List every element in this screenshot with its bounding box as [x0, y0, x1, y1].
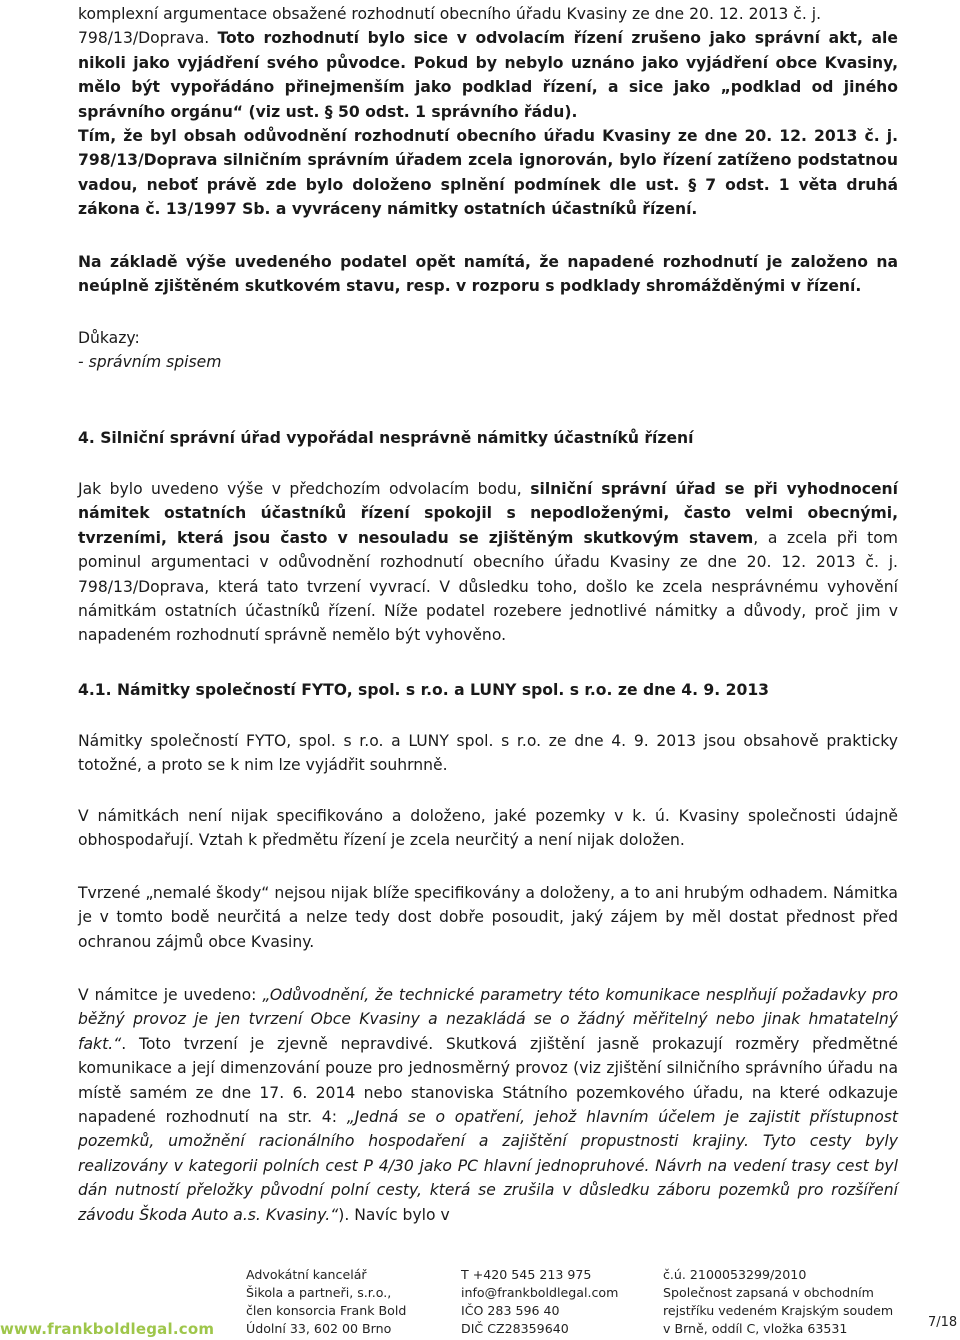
evidence-item: - správním spisem [78, 353, 222, 372]
footer-registry-line: Společnost zapsaná v obchodním [663, 1285, 874, 1300]
section-4-title: 4. Silniční správní úřad vypořádal nesprávně námitky účastníků řízení [78, 429, 694, 447]
footer-contact [461, 1266, 618, 1338]
footer-contact-line[interactable]: info@frankboldlegal.com [461, 1285, 619, 1300]
footer-contact-line: IČO 283 596 40 [461, 1303, 560, 1318]
fyto-block [78, 729, 898, 778]
footer-website[interactable]: www.frankboldlegal.com [0, 1320, 215, 1338]
footer-contact-line: DIČ CZ28359640 [461, 1321, 569, 1336]
section-4-paragraph-block [78, 477, 898, 648]
footer-company-line: člen konsorcia Frank Bold [246, 1303, 407, 1318]
namitka-paragraph [78, 983, 898, 1227]
pozemky-block [78, 804, 898, 853]
footer-registry-line: rejstříku vedeném Krajským soudem [663, 1303, 894, 1318]
intro-paragraph-2: Tím, že byl obsah odůvodnění rozhodnutí obecního úřadu Kvasiny ze dne 20. 12. 2013 č. j. 798/13/Doprava silničním správním úřadem zcela ignorován, bylo řízení zatíženo podstatnou vadou, neboť právě zde bylo doloženo splnění podmínek dle ust. § 7 odst. 1 věta druhá zákona č. 13/1997 Sb. a vyvráceny námitky ostatních účastníků řízení. [78, 127, 898, 219]
namitka-quote: „Odůvodnění, že technické parametry této komunikace nesplňují požadavky pro běžný provoz je jen tvrzení Obce Kvasiny a nezakládá se o žádný měřitelný nebo jinak hmatatelný fakt.“ [78, 986, 899, 1053]
skody-block [78, 881, 898, 954]
pozemky-paragraph: V námitkách není nijak specifikováno a doloženo, jaké pozemky v k. ú. Kvasiny společnosti údajně obhospodařují. Vztah k předmětu řízení je zcela neurčitý a není nijak doložen. [78, 807, 898, 850]
intro-block [78, 2, 898, 222]
section-4-paragraph [78, 477, 898, 648]
intro-text-bold: Toto rozhodnutí bylo sice v odvolacím řízení zrušeno jako správní akt, ale nikoli jako vyjádření svého původce. Pokud by nebylo uznáno jako vyjádření obce Kvasiny, mělo být vypořádáno přinejmenším jako podklad řízení, a sice jako „podklad od jiného správního orgánu“ (viz ust. § 50 odst. 1 správního řádu). [78, 29, 898, 121]
evidence-label: Důkazy: [78, 329, 140, 347]
intro-paragraph [78, 26, 898, 124]
footer-registry-line: č.ú. 2100053299/2010 [663, 1267, 807, 1282]
section-4-heading-block [78, 426, 898, 450]
conclusion-text: Na základě výše uvedeného podatel opět namítá, že napadené rozhodnutí je založeno na neúplně zjištěném skutkovém stavu, resp. v rozporu s podklady shromážděnými v řízení. [78, 253, 898, 296]
namitka-text-rest: . Toto tvrzení je zjevně nepravdivé. Skutková zjištění jasně prokazují rozměry předmětné komunikace a její dimenzování pouze pro jednosměrný provoz (viz zjištění silničního správního úřadu na místě samém ze dne 17. 6. 2014 nebo stanoviska Státního pozemkového úřadu, na které odkazuje napadené rozhodnutí na str. 4: [78, 1034, 898, 1127]
intro-line: komplexní argumentace obsažené rozhodnutí obecního úřadu Kvasiny ze dne 20. 12. 2013 č. j. [78, 5, 822, 23]
footer-contact-line: T +420 545 213 975 [461, 1267, 592, 1282]
section-4-text-rest: , a zcela při tom pominul argumentaci v odůvodnění rozhodnutí obecního úřadu Kvasiny ze dne 20. 12. 2013 č. j. 798/13/Doprava, která tato tvrzení vyvrací. V důsledku toho, došlo ke zcela nesprávnému vyhovění námitkám ostatních účastníků řízení. Níže podatel rozebere jednotlivé námitky a důvody, proč jim v napadeném rozhodnutí správně nemělo být vyhověno. [78, 528, 898, 645]
namitka-text-end: ). Navíc bylo v [338, 1205, 450, 1224]
page-footer [0, 1260, 960, 1340]
footer-registry [663, 1266, 893, 1338]
section-4-text-bold: silniční správní úřad se při vyhodnocení námitek ostatních účastníků řízení spokojil s nepodloženými, často velmi obecnými, tvrzeními, která jsou často v nesouladu se zjištěným skutkovým stavem [78, 480, 898, 547]
page-number: 7/18 [928, 1315, 958, 1330]
footer-company-line: Šikola a partneři, s.r.o., [246, 1285, 392, 1300]
namitka-quote-2: „Jedná se o opatření, jehož hlavním účelem je zajistit přístupnost pozemků, umožnění racionálního hospodaření a zajištění propustnosti krajiny. Tyto cesty byly realizovány v kategorii polních cest P 4/30 jako PC hlavní jednopruhové. Návrh na vedení trasy cest byl dán nutností přeložky původní polní cesty, která se zrušila v důsledku záboru pozemků pro rozšíření závodu Škoda Auto a.s. Kvasiny.“ [78, 1108, 898, 1224]
footer-registry-line: v Brně, oddíl C, vložka 63531 [663, 1321, 848, 1336]
footer-company-line: Advokátní kancelář [246, 1267, 367, 1282]
intro-text-plain: 798/13/Doprava. [78, 29, 218, 48]
namitka-text-plain: V námitce je uvedeno: [78, 986, 263, 1004]
footer-company [246, 1266, 406, 1338]
evidence-block [78, 326, 898, 375]
skody-paragraph: Tvrzené „nemalé škody“ nejsou nijak blíže specifikovány a doloženy, a to ani hrubým odhadem. Námitka je v tomto bodě neurčitá a nelze tedy dost dobře posoudit, jaký zájem by měl dostat přednost před ochranou zájmů obce Kvasiny. [78, 884, 898, 951]
section-41-title: 4.1. Námitky společností FYTO, spol. s r.o. a LUNY spol. s r.o. ze dne 4. 9. 2013 [78, 681, 770, 699]
section-41-heading-block [78, 678, 898, 702]
footer-company-line: Údolní 33, 602 00 Brno [246, 1321, 392, 1336]
section-4-text-plain: Jak bylo uvedeno výše v předchozím odvolacím bodu, [78, 480, 531, 498]
conclusion-block [78, 250, 898, 299]
fyto-paragraph: Námitky společností FYTO, spol. s r.o. a LUNY spol. s r.o. ze dne 4. 9. 2013 jsou obsahově prakticky totožné, a proto se k nim lze vyjádřit souhrnně. [78, 732, 898, 775]
namitka-block [78, 983, 898, 1227]
